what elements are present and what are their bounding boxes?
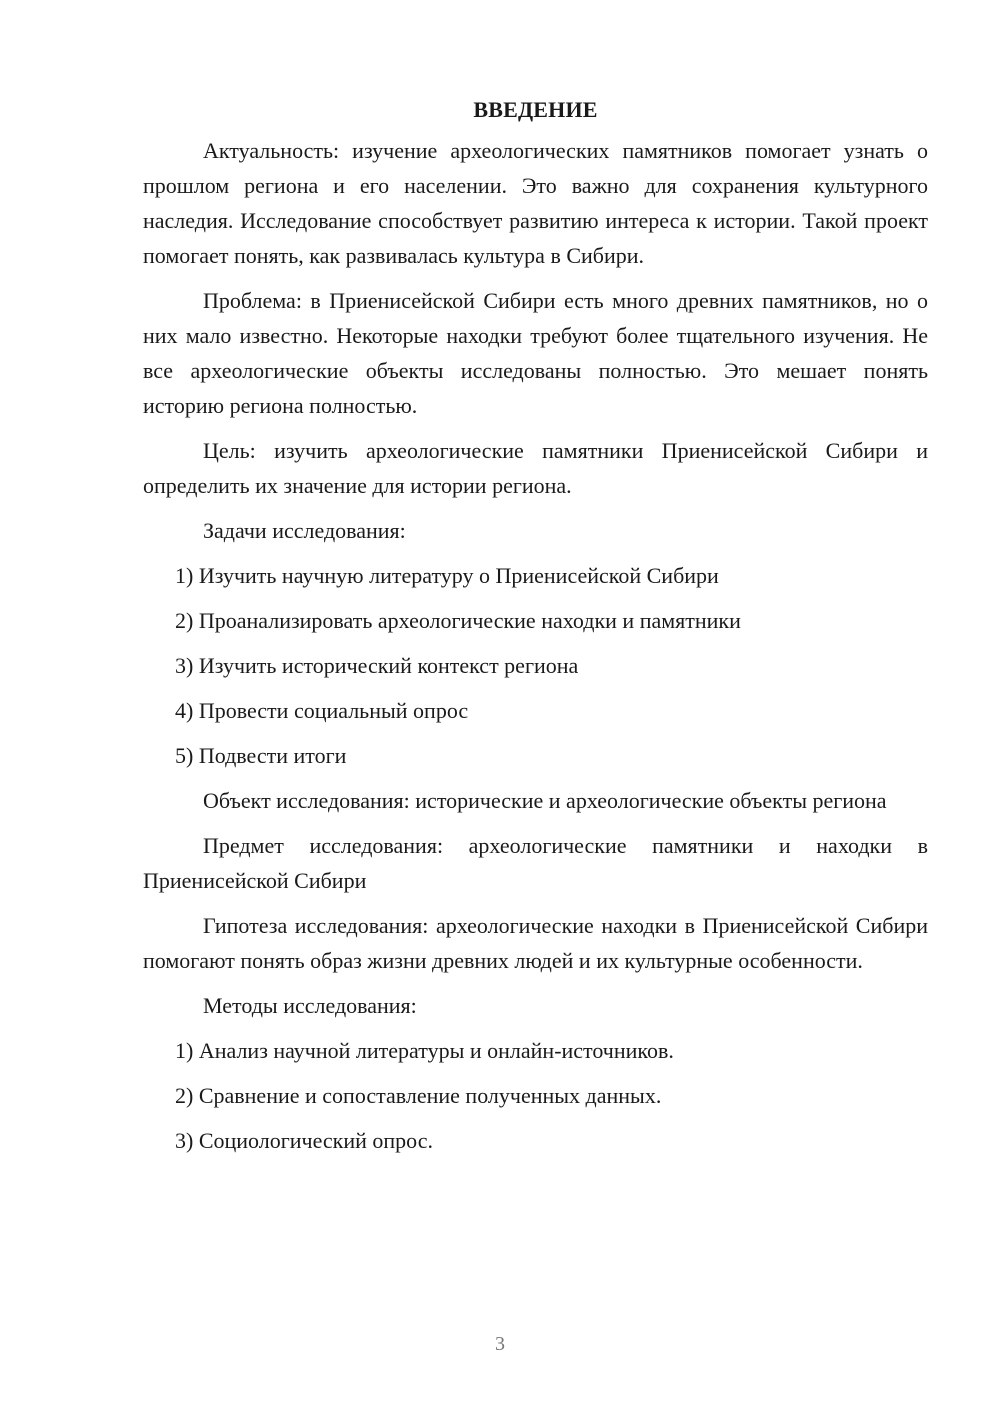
list-item: 5) Подвести итоги bbox=[175, 743, 347, 768]
tasks-list bbox=[143, 558, 928, 773]
paragraph-relevance: Актуальность: изучение археологических памятников помогает узнать о прошлом региона и его населении. Это важно для сохранения культурного наследия. Исследование способствует развитию интереса к истории. Такой проект помогает понять, как развивалась культура в Сибири. bbox=[143, 138, 928, 268]
paragraph-subject: Предмет исследования: археологические памятники и находки в Приенисейской Сибири bbox=[143, 833, 928, 893]
list-item: 4) Провести социальный опрос bbox=[175, 698, 469, 723]
paragraph-goal: Цель: изучить археологические памятники Приенисейской Сибири и определить их значение для истории региона. bbox=[143, 438, 928, 498]
paragraph-hypothesis: Гипотеза исследования: археологические находки в Приенисейской Сибири помогают понять образ жизни древних людей и их культурные особенности. bbox=[143, 913, 928, 973]
list-item: 3) Изучить исторический контекст региона bbox=[175, 653, 579, 678]
page-number: 3 bbox=[495, 1333, 505, 1355]
paragraph-problem: Проблема: в Приенисейской Сибири есть много древних памятников, но о них мало известно. Некоторые находки требуют более тщательного изучения. Не все археологические объекты исследованы полностью. Это мешает понять историю региона полностью. bbox=[143, 288, 928, 418]
methods-title: Методы исследования: bbox=[203, 993, 417, 1018]
paragraph-object: Объект исследования: исторические и археологические объекты региона bbox=[203, 788, 887, 813]
list-item: 3) Социологический опрос. bbox=[175, 1128, 433, 1153]
tasks-title: Задачи исследования: bbox=[203, 518, 406, 543]
list-item: 2) Сравнение и сопоставление полученных данных. bbox=[175, 1083, 662, 1108]
methods-list bbox=[143, 1033, 928, 1158]
list-item: 2) Проанализировать археологические находки и памятники bbox=[175, 608, 741, 633]
list-item: 1) Изучить научную литературу о Приенисейской Сибири bbox=[175, 563, 719, 588]
list-item: 1) Анализ научной литературы и онлайн-источников. bbox=[175, 1038, 674, 1063]
document-page bbox=[143, 92, 928, 1168]
section-heading: ВВЕДЕНИЕ bbox=[473, 97, 598, 122]
